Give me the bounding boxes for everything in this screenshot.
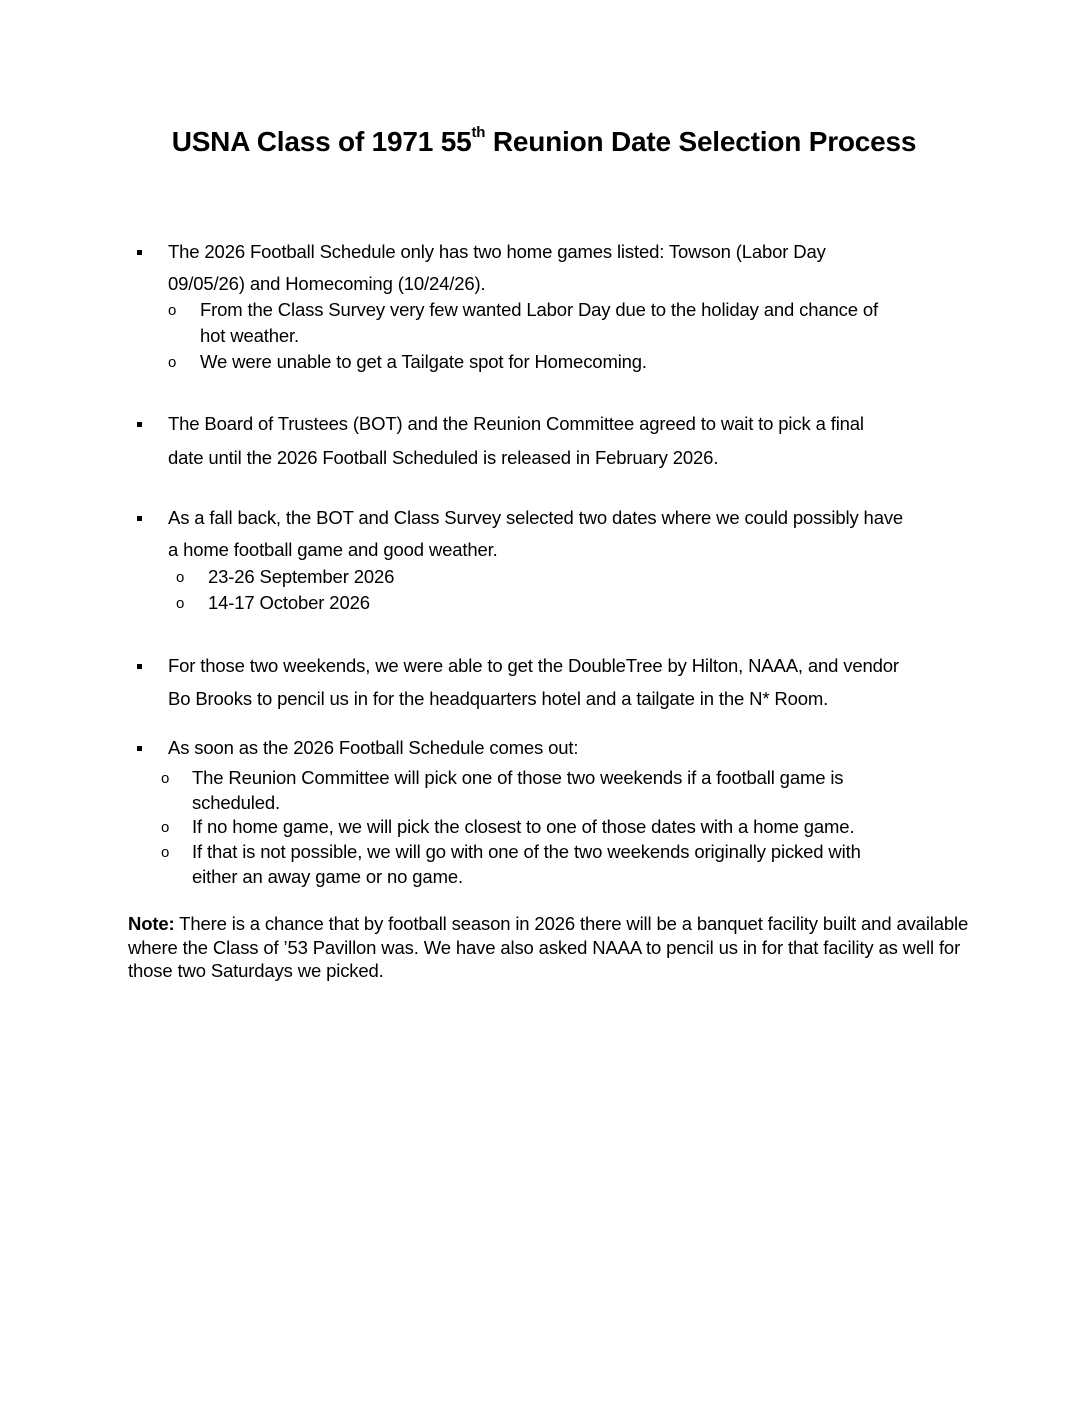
sub-item-text: either an away game or no game. xyxy=(192,866,463,887)
list-item-text: As a fall back, the BOT and Class Survey selected two dates where we could possibly have xyxy=(168,507,904,528)
note-label: Note: xyxy=(128,913,175,934)
square-bullet-icon xyxy=(137,516,142,521)
sub-item-text: hot weather. xyxy=(200,325,299,346)
list-item-text: The Board of Trustees (BOT) and the Reunion Committee agreed to wait to pick a final xyxy=(168,413,864,434)
circle-bullet-icon: o xyxy=(161,819,170,836)
note-paragraph xyxy=(128,912,978,983)
sub-item-text: If that is not possible, we will go with one of the two weekends originally picked with xyxy=(192,841,861,862)
sub-item-text: We were unable to get a Tailgate spot for Homecoming. xyxy=(200,351,647,372)
square-bullet-icon xyxy=(137,422,142,427)
sub-item-text: 23-26 September 2026 xyxy=(208,566,395,587)
sub-item-text: If no home game, we will pick the closest to one of those dates with a home game. xyxy=(192,816,855,837)
list-item-text: For those two weekends, we were able to get the DoubleTree by Hilton, NAAA, and vendor xyxy=(168,655,899,676)
list-item-text: date until the 2026 Football Scheduled is released in February 2026. xyxy=(168,447,719,468)
note-text: There is a chance that by football season in 2026 there will be a banquet facility built and available where the Class of ’53 Pavillon was. We have also asked NAAA to pencil us in for that facility as well for those two Saturdays we picked. xyxy=(128,913,969,981)
list-item-text: 09/05/26) and Homecoming (10/24/26). xyxy=(168,273,486,294)
sub-item-text: 14-17 October 2026 xyxy=(208,592,370,613)
circle-bullet-icon: o xyxy=(161,770,170,787)
list-item-text: Bo Brooks to pencil us in for the headquarters hotel and a tailgate in the N* Room. xyxy=(168,688,829,709)
sub-item-text: From the Class Survey very few wanted Labor Day due to the holiday and chance of xyxy=(200,299,879,320)
list-item-text: The 2026 Football Schedule only has two home games listed: Towson (Labor Day xyxy=(168,241,826,262)
circle-bullet-icon: o xyxy=(168,302,177,319)
list-item-text: As soon as the 2026 Football Schedule comes out: xyxy=(168,737,579,758)
sub-item-text: scheduled. xyxy=(192,792,280,813)
title-suffix: Reunion Date Selection Process xyxy=(485,126,917,157)
list-item-text: a home football game and good weather. xyxy=(168,539,498,560)
square-bullet-icon xyxy=(137,250,142,255)
title-superscript: th xyxy=(471,124,486,141)
sub-item-text: The Reunion Committee will pick one of those two weekends if a football game is xyxy=(192,767,844,788)
square-bullet-icon xyxy=(137,664,142,669)
circle-bullet-icon: o xyxy=(176,595,185,612)
circle-bullet-icon: o xyxy=(168,354,177,371)
title-prefix: USNA Class of 1971 55 xyxy=(171,126,472,157)
circle-bullet-icon: o xyxy=(176,569,185,586)
page-title xyxy=(0,126,1088,158)
square-bullet-icon xyxy=(137,746,142,751)
circle-bullet-icon: o xyxy=(161,844,170,861)
